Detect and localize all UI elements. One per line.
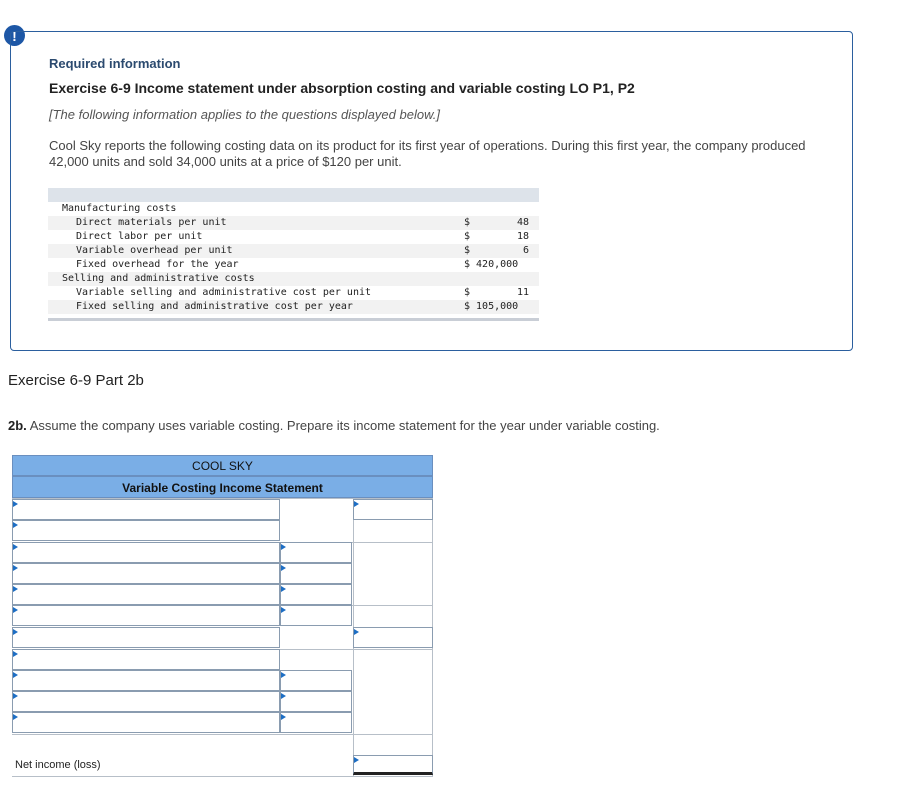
row-currency: $ 105,000 [464,301,519,312]
dropdown-arrow-icon [13,522,18,528]
table-row [48,272,539,286]
dropdown-arrow-icon [13,672,18,678]
row-label: Selling and administrative costs [62,273,255,284]
statement-title: Variable Costing Income Statement [12,476,433,498]
line-item-label-input[interactable] [12,520,280,541]
line-item-label-input[interactable] [12,691,280,712]
exercise-title: Exercise 6-9 Income statement under absorption costing and variable costing LO P1, P2 [49,80,635,96]
dropdown-arrow-icon [281,544,286,550]
net-income-label: Net income (loss) [15,759,101,771]
table-row [48,300,539,314]
dropdown-arrow-icon [281,714,286,720]
net-income-input[interactable] [353,755,433,775]
row-currency: $ [464,217,471,228]
part-title: Exercise 6-9 Part 2b [8,372,144,389]
divider [12,776,433,777]
line-item-label-input[interactable] [12,670,280,691]
table-row [48,216,539,230]
line-item-label-input[interactable] [12,605,280,626]
amount-input[interactable] [280,670,352,691]
table-row [48,258,539,272]
total-amount-input[interactable] [353,627,433,648]
row-label: Fixed selling and administrative cost per year [76,301,353,312]
problem-description: Cool Sky reports the following costing data on its product for its first year of operations. During this first year, the company produced 42,000 units and sold 34,000 units at a price of $120 per unit. [49,138,806,169]
required-information-panel [10,31,853,351]
dropdown-arrow-icon [13,565,18,571]
dropdown-arrow-icon [281,672,286,678]
dropdown-arrow-icon [354,629,359,635]
table-row [48,202,539,216]
costing-data-table [48,188,539,321]
dropdown-arrow-icon [354,757,359,763]
applies-note: [The following information applies to the questions displayed below.] [49,107,440,122]
row-label: Direct labor per unit [76,231,203,242]
required-information-label: Required information [49,56,181,71]
dropdown-arrow-icon [13,586,18,592]
dropdown-arrow-icon [281,586,286,592]
row-label: Manufacturing costs [62,203,177,214]
table-footer-bar [48,318,539,321]
divider [12,734,433,735]
amount-input[interactable] [280,584,352,605]
line-item-label-input[interactable] [12,542,280,563]
question-body: Assume the company uses variable costing. Prepare its income statement for the year under variable costing. [26,418,660,433]
dropdown-arrow-icon [354,501,359,507]
table-row [48,230,539,244]
amount-input[interactable] [280,712,352,733]
amount-input[interactable] [280,563,352,584]
dropdown-arrow-icon [13,501,18,507]
row-currency: $ 420,000 [464,259,519,270]
alert-icon: ! [4,25,25,46]
line-item-label-input[interactable] [12,563,280,584]
question-label: 2b. [8,418,27,433]
table-row [48,244,539,258]
row-value: 6 [522,245,529,256]
question-text [8,418,660,433]
dropdown-arrow-icon [13,607,18,613]
line-item-label-input[interactable] [12,499,280,520]
amount-input[interactable] [280,542,352,563]
row-label: Variable selling and administrative cost per unit [76,287,372,298]
row-currency: $ [464,245,471,256]
row-currency: $ [464,231,471,242]
line-item-label-input[interactable] [12,584,280,605]
amount-input[interactable] [280,691,352,712]
row-value: 11 [516,287,529,298]
dropdown-arrow-icon [281,565,286,571]
line-item-label-input[interactable] [12,627,280,648]
row-label: Direct materials per unit [76,217,227,228]
total-amount-input[interactable] [353,499,433,520]
row-label: Fixed overhead for the year [76,259,239,270]
table-header-bar [48,188,539,202]
dropdown-arrow-icon [13,629,18,635]
dropdown-arrow-icon [13,693,18,699]
dropdown-arrow-icon [281,693,286,699]
row-currency: $ [464,287,471,298]
row-value: 18 [516,231,529,242]
dropdown-arrow-icon [13,651,18,657]
income-statement-form [12,455,433,777]
dropdown-arrow-icon [13,544,18,550]
row-label: Variable overhead per unit [76,245,233,256]
statement-company-name: COOL SKY [12,455,433,476]
amount-input[interactable] [280,605,352,626]
dropdown-arrow-icon [13,714,18,720]
line-item-label-input[interactable] [12,649,280,670]
row-value: 48 [516,217,529,228]
table-row [48,286,539,300]
dropdown-arrow-icon [281,607,286,613]
line-item-label-input[interactable] [12,712,280,733]
